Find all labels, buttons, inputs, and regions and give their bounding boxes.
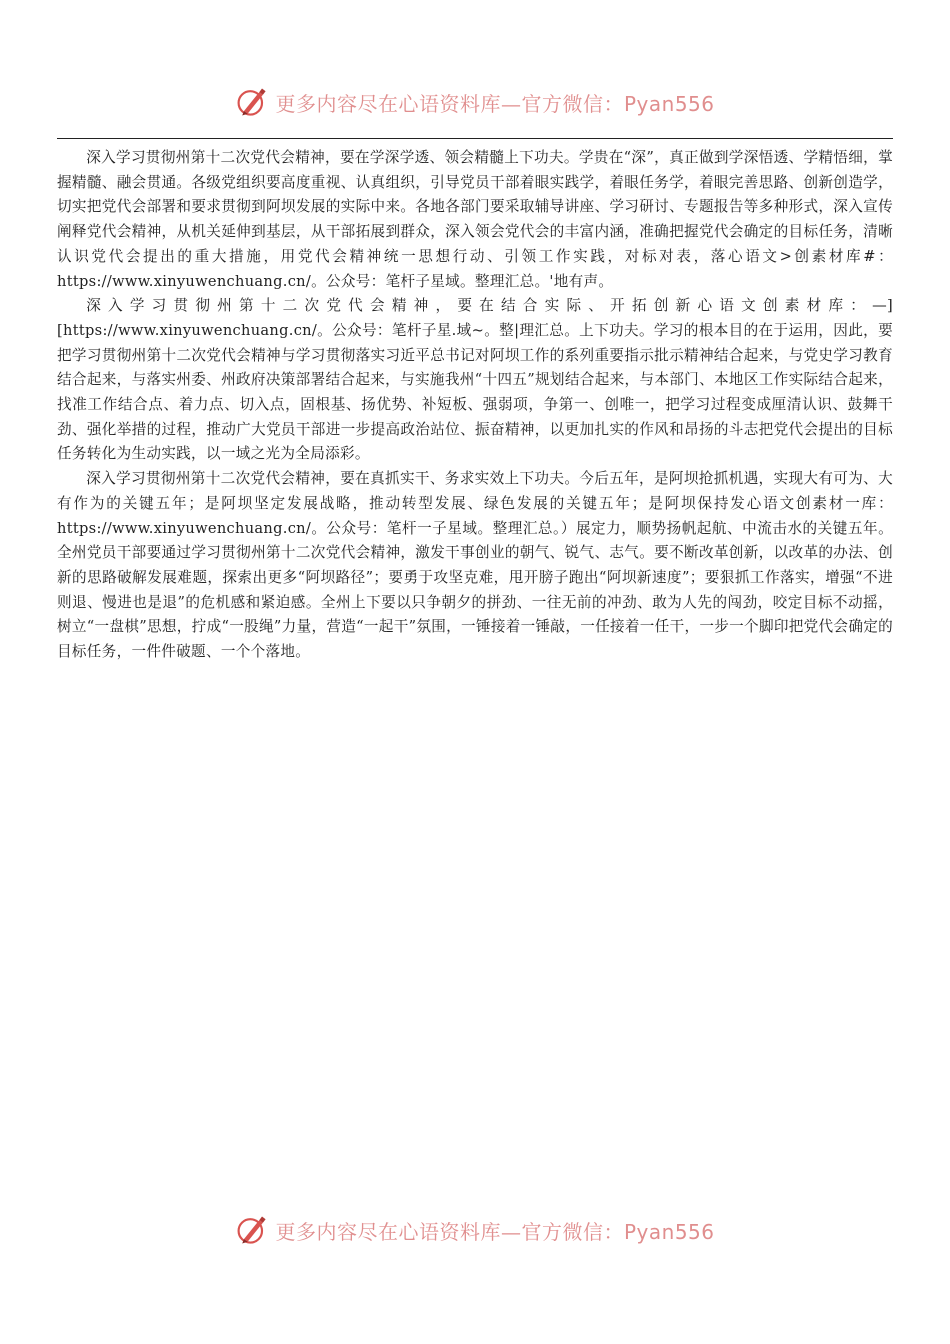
- header-banner-text: 更多内容尽在心语资料库—官方微信：Pyan556: [275, 91, 715, 116]
- footer-banner: [0, 1210, 950, 1250]
- paragraph-3: 深入学习贯彻州第十二次党代会精神，要在真抓实干、务求实效上下功夫。今后五年，是阿坝抢抓机遇，实现大有可为、大有作为的关键五年；是阿坝坚定发展战略，推动转型发展、绿色发展的关键五年；是阿坝保持发心语文创素材一库：https://www.xinyuwenchuang.cn/。公众号：笔杆一子星域。整理汇总。）展定力，顺势扬帆起航、中流击水的关键五年。全州党员干部要通过学习贯彻州第十二次党代会精神，激发干事创业的朝气、锐气、志气。要不断改革创新，以改革的办法、创新的思路破解发展难题，探索出更多“阿坝路径”；要勇于攻坚克难，甩开膀子跑出“阿坝新速度”；要狠抓工作落实，增强“不进则退、慢进也是退”的危机感和紧迫感。全州上下要以只争朝夕的拼劲、一往无前的冲劲、敢为人先的闯劲，咬定目标不动摇，树立“一盘棋”思想，拧成“一股绳”力量，营造“一起干”氛围，一锤接着一锤敲，一任接着一任干，一步一个脚印把党代会确定的目标任务，一件件破题、一个个落地。: [57, 470, 893, 661]
- paragraph-1: 深入学习贯彻州第十二次党代会精神，要在学深学透、领会精髓上下功夫。学贵在“深”，真正做到学深悟透、学精悟细，掌握精髓、融会贯通。各级党组织要高度重视、认真组织，引导党员干部着眼实践学，着眼任务学，着眼完善思路、创新创造学，切实把党代会部署和要求贯彻到阿坝发展的实际中来。各地各部门要采取辅导讲座、学习研讨、专题报告等多种形式，深入宣传阐释党代会精神，从机关延伸到基层，从干部拓展到群众，深入领会党代会的丰富内涵，准确把握党代会确定的目标任务，清晰认识党代会提出的重大措施，用党代会精神统一思想行动、引领工作实践，对标对表，落心语文>创素材库#：https://www.xinyuwenchuang.cn/。公众号：笔杆子星域。整理汇总。'地有声。: [57, 149, 893, 290]
- footer-wechat-id: Pyan556: [623, 1219, 715, 1244]
- header-banner: [0, 82, 950, 122]
- paragraph-2: 深入学习贯彻州第十二次党代会精神，要在结合实际、开拓创新心语文创素材库：—][https://www.xinyuwenchuang.cn/。公众号：笔杆子星.域~。整|理汇总。上下功夫。学习的根本目的在于运用，因此，要把学习贯彻州第十二次党代会精神与学习贯彻落实习近平总书记对阿坝工作的系列重要指示批示精神结合起来，与党史学习教育结合起来，与落实州委、州政府决策部署结合起来，与实施我州“十四五”规划结合起来，与本部门、本地区工作实际结合起来，找准工作结合点、着力点、切入点，固根基、扬优势、补短板、强弱项，争第一、创唯一，把学习过程变成厘清认识、鼓舞干劲、强化举措的过程，推动广大党员干部进一步提高政治站位、振奋精神，以更加扎实的作风和昂扬的斗志把党代会提出的目标任务转化为生动实践，以一域之光为全局添彩。: [57, 297, 893, 463]
- footer-banner-text: 更多内容尽在心语资料库—官方微信：Pyan556: [275, 1219, 715, 1244]
- document-body: [57, 146, 893, 665]
- header-divider: [57, 138, 893, 139]
- pen-logo-icon: [235, 1212, 271, 1248]
- header-wechat-id: Pyan556: [623, 91, 715, 116]
- pen-logo-icon: [235, 84, 271, 120]
